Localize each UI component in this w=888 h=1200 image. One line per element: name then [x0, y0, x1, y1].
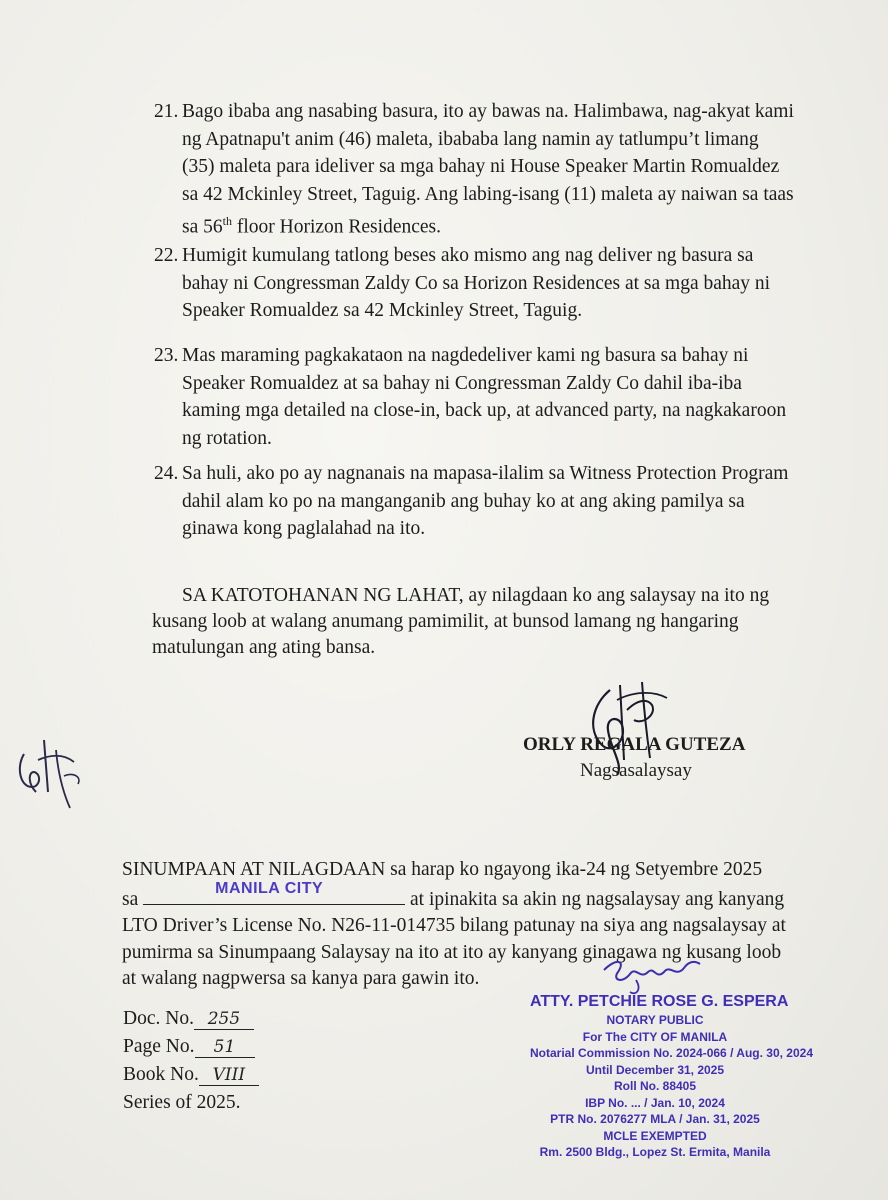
book-label: Book No.: [123, 1064, 199, 1085]
notary-line: For The CITY OF MANILA: [582, 1029, 728, 1044]
signatory-name: ORLY REGALA GUTEZA: [523, 734, 746, 755]
notary-name: ATTY. PETCHIE ROSE G. ESPERA: [530, 993, 789, 1010]
page-label: Page No.: [123, 1036, 195, 1057]
item-24: [154, 460, 794, 543]
notary-line: Until December 31, 2025: [585, 1062, 725, 1077]
notary-line: IBP No. ... / Jan. 10, 2024: [585, 1095, 725, 1110]
item-text-a: Bago ibaba ang nasabing basura, ito ay bawas na. Halimbawa, nag-akyat kami ng Apatnapu't anim (46) maleta, ibababa lang namin ay tatlumpu’t limang (35) maleta para ideliver sa mga bahay ni House Speaker Martin Romualdez sa 42 Mckinley Street, Taguig. Ang labing-isang (11) maleta ay naiwan sa taas sa 56: [182, 101, 794, 238]
item-21: [154, 98, 794, 241]
page-value: 51: [195, 1037, 255, 1058]
doc-value: 255: [194, 1009, 254, 1030]
superscript: th: [222, 214, 232, 228]
item-text: Humigit kumulang tatlong beses ako mismo ang nag deliver ng basura sa bahay ni Congressman Zaldy Co sa Horizon Residences at sa mga bahay ni Speaker Romualdez sa 42 Mckinley Street, Taguig.: [182, 245, 771, 321]
jurat-sa: sa: [122, 888, 139, 910]
item-number: 23.: [154, 345, 179, 366]
closing-paragraph: SA KATOTOHANAN NG LAHAT, ay nilagdaan ko ang salaysay na ito ng kusang loob at walang anumang pamimilit, at bunsod lamang ng hangaring matulungan ang ating bansa.: [152, 585, 770, 658]
jurat-rest: at ipinakita sa akin ng nagsalaysay ang kanyang LTO Driver’s License No. N26-11-014735 bilang patunay na siya ang nagsalaysay at pumirma sa Sinumpaang Salaysay na ito at ito ay kanyang ginagawa ng kusang loob at walang nagpwersa sa kanya para gawin ito.: [122, 888, 786, 989]
notary-stamp: [530, 992, 813, 1161]
notary-line: NOTARY PUBLIC: [606, 1013, 704, 1027]
book-number-row: [123, 1064, 259, 1086]
doc-label: Doc. No.: [123, 1008, 194, 1029]
page-number-row: [123, 1036, 255, 1058]
item-22: [154, 242, 794, 325]
series-row: Series of 2025.: [123, 1092, 241, 1113]
item-number: 24.: [154, 463, 179, 484]
notary-line: PTR No. 2076277 MLA / Jan. 31, 2025: [550, 1112, 760, 1126]
item-text: Mas maraming pagkakataon na nagdedeliver kami ng basura sa bahay ni Speaker Romualdez at sa bahay ni Congressman Zaldy Co dahil iba-iba kaming mga detailed na close-in, back up, at advanced party, na nagkakaroon ng rotation.: [182, 345, 787, 449]
doc-number-row: [123, 1008, 254, 1030]
item-text-b: floor Horizon Residences.: [231, 216, 441, 238]
notary-line: Notarial Commission No. 2024-066 / Aug. 30, 2024: [530, 1046, 813, 1060]
place-blank: [143, 880, 405, 905]
book-value: VIII: [199, 1065, 259, 1086]
notary-line: Roll No. 88405: [613, 1079, 697, 1093]
item-number: 21.: [154, 101, 179, 122]
jurat-line-1: SINUMPAAN AT NILAGDAAN sa harap ko ngayong ika-24 ng Setyembre 2025: [122, 859, 763, 880]
item-23: [154, 342, 794, 452]
signatory-role: Nagsasalaysay: [580, 760, 692, 781]
item-number: 22.: [154, 245, 179, 266]
manila-city-stamp: MANILA CITY: [215, 880, 324, 897]
item-text: Sa huli, ako po ay nagnanais na mapasa-ilalim sa Witness Protection Program dahil alam ko po na manganganib ang buhay ko at ang aking pamilya sa ginawa kong paglalahad na ito.: [182, 463, 789, 539]
item-text: [182, 98, 794, 241]
notary-line: MCLE EXEMPTED: [603, 1128, 707, 1143]
notary-line: Rm. 2500 Bldg., Lopez St. Ermita, Manila: [539, 1145, 771, 1159]
margin-initials-image: [12, 732, 92, 812]
